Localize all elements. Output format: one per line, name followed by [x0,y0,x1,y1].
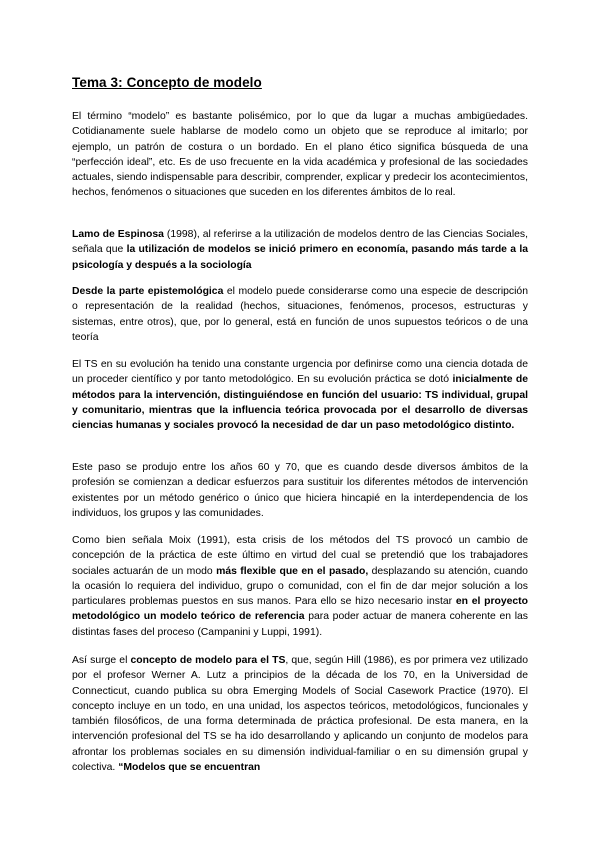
bold-text: “Modelos que se encuentran [118,762,261,774]
text-span: El TS en su evolución ha tenido una constante urgencia por definirse como una ciencia dotada de un proceder científico y por tanto metodológico. En su evolución práctica se dotó [72,359,528,386]
text-span: desplazando su atención, cuando la ocasión lo requiera del individuo, grupo o comunidad, con el fin de dar mejor solución a los particulares problemas puestos en sus manos. Para ello se hizo necesario instar [72,565,528,608]
bold-text: la utilización de modelos se inició primero en economía, pasando más tarde a la psicología y después a la sociología [72,244,528,271]
text-span: , que, según Hill (1986), es por primera vez utilizado por el profesor Werner A. Lutz a principios de la década de los 70, en la Universidad de Connecticut, cuando publica su obra Emerging Models of Social Casework Practice (1970). El concepto incluye en un todo, en una unidad, los aspectos teóricos, metodológicos, funcionales y también filosóficos, de una forma determinada de práctica profesional. De esta manera, en la intervención profesional del TS se ha ido desarrollando y aplicando un conjunto de modelos para afrontar los problemas sociales en su dimensión individual-familiar o en su dimensión grupal y colectiva. [72,655,528,774]
text-span: (1998), al referirse a la utilización de modelos dentro de las Ciencias Sociales, señala que [72,229,528,256]
bold-text: concepto de modelo para el TS [130,655,286,666]
bold-text: Lamo de Espinosa [72,229,164,240]
paragraph-epistemological [72,284,528,345]
paragraph-60s-70s [72,460,528,521]
paragraph-lamo-de-espinosa [72,227,528,273]
text-span: Como bien señala Moix (1991), esta crisis de los métodos del TS provocó un cambio de concepción de la práctica de este último en virtud del cual se pretendió que los trabajadores sociales actuarán de un modo [72,535,528,577]
bold-text: más flexible que en el pasado, [216,565,369,577]
paragraph-term-definition [72,109,528,201]
text-span: Este paso se produjo entre los años 60 y 70, que es cuando desde diversos ámbitos de la profesión se comienzan a dedicar esfuerzos para sustituir los diferentes métodos de intervención existentes por un método genérico o único que hiciera hincapié en la interdependencia de los individuos, los grupos y las comunidades. [72,462,528,519]
text-span: el modelo puede considerarse como una especie de descripción o representación de la realidad (hechos, situaciones, fenómenos, procesos, estructuras y sistemas, entre otros), que, por lo general, está en función de unos supuestos teóricos o de una teoría [72,286,528,343]
paragraph-moix [72,533,528,640]
paragraph-ts-evolution [72,357,528,433]
text-span: Así surge el [72,655,131,666]
page-title: Tema 3: Concepto de modelo [72,75,262,90]
text-span: para poder actuar de manera coherente en las distintas fases del proceso (Campanini y Luppi, 1991). [72,611,528,638]
text-span: El término “modelo” es bastante polisémico, por lo que da lugar a muchas ambigüedades. Cotidianamente suele hablarse de modelo como un objeto que se reproduce al imitarlo; por ejemplo, un patrón de costura o un bordado. En el plano ético significa búsqueda de una “perfección ideal”, etc. Es de uso frecuente en la vida académica y profesional de las sociedades actuales, siendo indispensable para describir, comprender, explicar y predecir los acontecimientos, hechos, fenómenos o situaciones que suceden en los diferentes ámbitos de lo real. [72,111,528,199]
bold-text: en el proyecto metodológico un modelo teórico de referencia [72,596,528,623]
bold-text: inicialmente de métodos para la intervención, distinguiéndose en función del usuario: TS individual, grupal y comunitario, mientras que la influencia teórica provocada por el desarrollo de diversas ciencias humanas y sociales provocó la necesidad de dar un paso metodológico distinto. [72,374,528,432]
paragraph-hill-lutz [72,653,528,775]
bold-text: Desde la parte epistemológica [72,286,224,297]
